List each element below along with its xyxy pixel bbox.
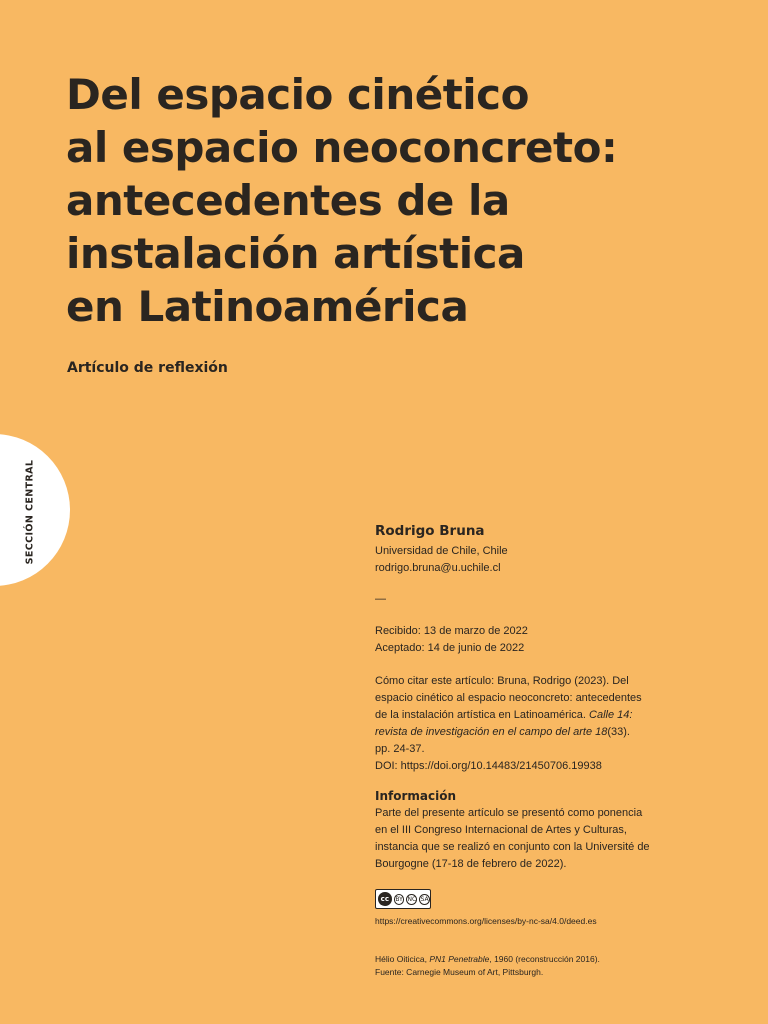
citation-issue: (33).: [607, 726, 630, 738]
journal-subtitle: revista de investigación en el campo del arte 18: [375, 726, 608, 738]
title-line: antecedentes de la: [66, 176, 510, 225]
article-title: [66, 68, 706, 333]
info-line: instancia que se realizó en conjunto con la Université de: [375, 841, 650, 853]
cc-icon: cc: [378, 892, 392, 906]
caption-work: PN1 Penetrable: [429, 954, 490, 964]
caption-details: , 1960 (reconstrucción 2016).: [489, 954, 600, 964]
author-affiliation: Universidad de Chile, Chile: [375, 545, 508, 557]
info-line: Parte del presente artículo se presentó como ponencia: [375, 807, 643, 819]
accepted-date: Aceptado: 14 de junio de 2022: [375, 642, 525, 654]
citation-line: Cómo citar este artículo: Bruna, Rodrigo (2023). Del: [375, 675, 629, 687]
nc-icon: NC: [407, 895, 417, 903]
title-line: Del espacio cinético: [66, 70, 529, 119]
info-text: [375, 805, 675, 873]
citation-pages: pp. 24-37.: [375, 743, 425, 755]
citation-line: [375, 707, 675, 724]
info-heading: Información: [375, 789, 457, 803]
author-email[interactable]: rodrigo.bruna@u.uchile.cl: [375, 562, 501, 574]
section-label: SECCIÓN CENTRAL: [24, 459, 36, 565]
creative-commons-license-icon[interactable]: [375, 889, 431, 909]
citation-text: de la instalación artística en Latinoamérica.: [375, 709, 590, 721]
caption-artist: Hélio Oiticica,: [375, 954, 430, 964]
citation-line: espacio cinético al espacio neoconcreto: antecedentes: [375, 692, 642, 704]
separator: —: [375, 593, 386, 605]
title-line: en Latinoamérica: [66, 282, 469, 331]
image-caption: [375, 953, 675, 979]
sa-icon: SA: [420, 895, 429, 903]
author-name: Rodrigo Bruna: [375, 523, 485, 539]
info-line: Bourgogne (17-18 de febrero de 2022).: [375, 858, 567, 870]
citation-block: [375, 673, 675, 775]
info-line: en el III Congreso Internacional de Artes y Culturas,: [375, 824, 627, 836]
citation-doi[interactable]: DOI: https://doi.org/10.14483/21450706.19938: [375, 760, 602, 772]
article-type: Artículo de reflexión: [67, 360, 228, 376]
journal-name: Calle 14:: [589, 709, 633, 721]
license-url[interactable]: https://creativecommons.org/licenses/by-nc-sa/4.0/deed.es: [375, 916, 597, 926]
caption-source: Fuente: Carnegie Museum of Art, Pittsburgh.: [375, 967, 544, 977]
caption-line: [375, 953, 675, 966]
by-icon: BY: [395, 895, 403, 903]
title-line: al espacio neoconcreto:: [66, 123, 618, 172]
received-date: Recibido: 13 de marzo de 2022: [375, 625, 528, 637]
article-metadata: [375, 522, 675, 979]
citation-line: [375, 724, 675, 741]
title-line: instalación artística: [66, 229, 525, 278]
